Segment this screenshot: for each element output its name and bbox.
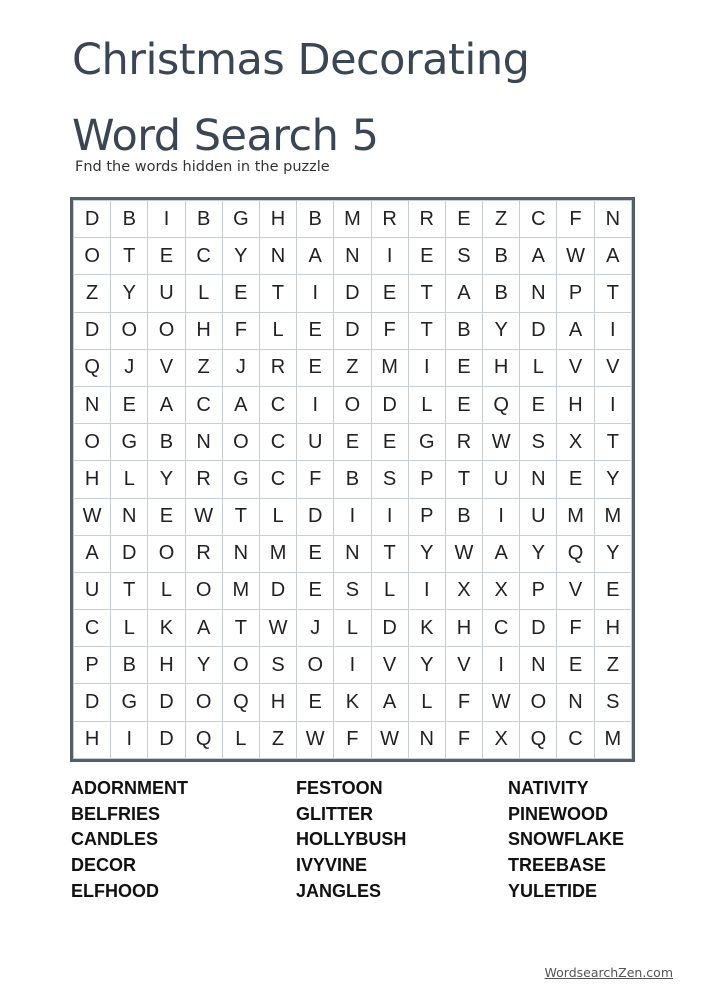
grid-cell: Z xyxy=(74,275,111,312)
grid-cell: E xyxy=(222,275,259,312)
grid-cell: E xyxy=(557,461,594,498)
grid-cell: E xyxy=(445,386,482,423)
grid-cell: D xyxy=(74,201,111,238)
grid-cell: D xyxy=(259,572,296,609)
grid-cell: L xyxy=(222,721,259,758)
grid-cell: T xyxy=(111,238,148,275)
grid-cell: V xyxy=(371,647,408,684)
grid-cell: J xyxy=(111,349,148,386)
grid-cell: O xyxy=(520,684,557,721)
grid-cell: L xyxy=(371,572,408,609)
grid-row xyxy=(74,647,632,684)
grid-cell: C xyxy=(259,424,296,461)
word-item: SNOWFLAKE xyxy=(508,829,624,850)
grid-cell: P xyxy=(520,572,557,609)
grid-cell: B xyxy=(111,647,148,684)
grid-cell: Z xyxy=(334,349,371,386)
subtitle: Fnd the words hidden in the puzzle xyxy=(75,159,330,175)
grid-cell: L xyxy=(408,684,445,721)
grid-cell: Q xyxy=(222,684,259,721)
grid-cell: I xyxy=(334,498,371,535)
grid-cell: A xyxy=(557,312,594,349)
grid-cell: D xyxy=(334,275,371,312)
grid-cell: O xyxy=(74,238,111,275)
word-item: GLITTER xyxy=(296,803,373,824)
grid-cell: Q xyxy=(74,349,111,386)
grid-cell: Q xyxy=(185,721,222,758)
grid-cell: M xyxy=(557,498,594,535)
grid-cell: A xyxy=(222,386,259,423)
grid-cell: X xyxy=(483,572,520,609)
grid-cell: G xyxy=(222,201,259,238)
grid-cell: K xyxy=(334,684,371,721)
grid-row xyxy=(74,424,632,461)
puzzle-grid xyxy=(70,197,635,762)
grid-cell: Y xyxy=(520,535,557,572)
grid-cell: C xyxy=(185,386,222,423)
grid-cell: U xyxy=(74,572,111,609)
grid-row xyxy=(74,572,632,609)
grid-cell: M xyxy=(594,721,631,758)
grid-cell: H xyxy=(74,461,111,498)
grid-cell: E xyxy=(111,386,148,423)
word-column-3 xyxy=(508,776,624,905)
grid-cell: S xyxy=(334,572,371,609)
grid-cell: H xyxy=(74,721,111,758)
grid-cell: E xyxy=(334,424,371,461)
grid-cell: L xyxy=(259,312,296,349)
grid-cell: F xyxy=(557,201,594,238)
grid-cell: O xyxy=(111,312,148,349)
grid-cell: P xyxy=(408,461,445,498)
grid-cell: N xyxy=(557,684,594,721)
grid-cell: C xyxy=(557,721,594,758)
grid-cell: R xyxy=(445,424,482,461)
grid-row xyxy=(74,721,632,758)
grid-cell: E xyxy=(520,386,557,423)
title-line-1: Christmas Decorating xyxy=(72,35,530,85)
grid-cell: A xyxy=(185,610,222,647)
grid-cell: R xyxy=(371,201,408,238)
grid-cell: N xyxy=(111,498,148,535)
grid-cell: R xyxy=(185,535,222,572)
grid-cell: G xyxy=(111,424,148,461)
title-line-2: Word Search 5 xyxy=(72,111,379,161)
grid-cell: N xyxy=(222,535,259,572)
grid-cell: H xyxy=(259,201,296,238)
grid-cell: S xyxy=(520,424,557,461)
grid-cell: C xyxy=(259,386,296,423)
grid-cell: Z xyxy=(483,201,520,238)
grid-cell: L xyxy=(185,275,222,312)
grid-cell: C xyxy=(74,610,111,647)
grid-cell: C xyxy=(259,461,296,498)
grid-cell: Y xyxy=(222,238,259,275)
grid-cell: N xyxy=(334,238,371,275)
grid-cell: T xyxy=(594,424,631,461)
grid-cell: A xyxy=(371,684,408,721)
grid-cell: L xyxy=(408,386,445,423)
grid-row xyxy=(74,238,632,275)
grid-cell: C xyxy=(185,238,222,275)
grid-cell: B xyxy=(445,312,482,349)
grid-cell: S xyxy=(371,461,408,498)
grid-cell: T xyxy=(408,312,445,349)
letter-grid-table xyxy=(73,200,632,759)
grid-cell: R xyxy=(259,349,296,386)
grid-cell: I xyxy=(594,386,631,423)
grid-cell: U xyxy=(148,275,185,312)
grid-cell: Q xyxy=(557,535,594,572)
grid-cell: E xyxy=(148,238,185,275)
word-item: NATIVITY xyxy=(508,778,589,798)
grid-cell: I xyxy=(594,312,631,349)
grid-cell: I xyxy=(408,349,445,386)
grid-cell: G xyxy=(111,684,148,721)
grid-cell: E xyxy=(557,647,594,684)
grid-cell: D xyxy=(334,312,371,349)
grid-cell: U xyxy=(483,461,520,498)
grid-cell: E xyxy=(297,349,334,386)
grid-cell: F xyxy=(557,610,594,647)
grid-cell: O xyxy=(222,424,259,461)
grid-cell: F xyxy=(445,721,482,758)
grid-cell: O xyxy=(297,647,334,684)
grid-cell: S xyxy=(445,238,482,275)
grid-cell: F xyxy=(371,312,408,349)
grid-cell: B xyxy=(111,201,148,238)
grid-cell: Y xyxy=(483,312,520,349)
grid-cell: R xyxy=(185,461,222,498)
word-item: CANDLES xyxy=(71,829,159,850)
grid-cell: P xyxy=(74,647,111,684)
grid-cell: B xyxy=(148,424,185,461)
grid-cell: N xyxy=(520,647,557,684)
grid-cell: Z xyxy=(594,647,631,684)
grid-cell: N xyxy=(334,535,371,572)
grid-row xyxy=(74,498,632,535)
grid-cell: E xyxy=(297,572,334,609)
grid-cell: L xyxy=(148,572,185,609)
grid-cell: N xyxy=(74,386,111,423)
grid-row xyxy=(74,201,632,238)
grid-cell: Y xyxy=(111,275,148,312)
grid-cell: E xyxy=(297,684,334,721)
grid-cell: T xyxy=(259,275,296,312)
grid-cell: S xyxy=(259,647,296,684)
grid-cell: B xyxy=(297,201,334,238)
word-item: FESTOON xyxy=(296,778,383,798)
grid-cell: A xyxy=(594,238,631,275)
grid-cell: I xyxy=(297,386,334,423)
grid-cell: V xyxy=(148,349,185,386)
grid-cell: V xyxy=(557,572,594,609)
grid-cell: L xyxy=(111,610,148,647)
grid-cell: O xyxy=(334,386,371,423)
grid-cell: I xyxy=(371,498,408,535)
grid-cell: E xyxy=(445,201,482,238)
grid-cell: N xyxy=(520,461,557,498)
grid-row xyxy=(74,275,632,312)
grid-cell: B xyxy=(445,498,482,535)
grid-cell: Q xyxy=(483,386,520,423)
grid-cell: E xyxy=(594,572,631,609)
grid-cell: Y xyxy=(185,647,222,684)
word-column-1 xyxy=(71,776,188,905)
grid-cell: T xyxy=(111,572,148,609)
word-item: HOLLYBUSH xyxy=(296,829,407,850)
grid-cell: T xyxy=(222,498,259,535)
grid-cell: U xyxy=(520,498,557,535)
grid-cell: Y xyxy=(594,535,631,572)
grid-row xyxy=(74,461,632,498)
grid-cell: F xyxy=(222,312,259,349)
grid-cell: L xyxy=(111,461,148,498)
grid-cell: X xyxy=(445,572,482,609)
grid-cell: D xyxy=(74,684,111,721)
grid-cell: A xyxy=(74,535,111,572)
grid-cell: E xyxy=(297,535,334,572)
grid-cell: E xyxy=(371,275,408,312)
grid-cell: S xyxy=(594,684,631,721)
grid-cell: B xyxy=(334,461,371,498)
grid-cell: E xyxy=(371,424,408,461)
grid-cell: V xyxy=(557,349,594,386)
grid-cell: D xyxy=(297,498,334,535)
grid-cell: F xyxy=(297,461,334,498)
grid-cell: Y xyxy=(408,647,445,684)
word-item: IVYVINE xyxy=(296,855,368,876)
grid-cell: H xyxy=(557,386,594,423)
word-item: ELFHOOD xyxy=(71,880,159,901)
grid-cell: F xyxy=(334,721,371,758)
grid-cell: K xyxy=(408,610,445,647)
grid-cell: W xyxy=(74,498,111,535)
grid-cell: H xyxy=(594,610,631,647)
word-item: PINEWOOD xyxy=(508,803,609,824)
word-item: DECOR xyxy=(71,855,137,876)
grid-cell: D xyxy=(148,684,185,721)
grid-cell: N xyxy=(185,424,222,461)
grid-cell: D xyxy=(371,610,408,647)
grid-cell: H xyxy=(259,684,296,721)
grid-cell: O xyxy=(185,572,222,609)
grid-cell: T xyxy=(371,535,408,572)
grid-cell: C xyxy=(483,610,520,647)
grid-cell: W xyxy=(185,498,222,535)
grid-cell: T xyxy=(222,610,259,647)
grid-cell: I xyxy=(483,498,520,535)
grid-cell: E xyxy=(408,238,445,275)
grid-cell: M xyxy=(594,498,631,535)
grid-cell: Y xyxy=(408,535,445,572)
grid-cell: H xyxy=(445,610,482,647)
grid-cell: A xyxy=(148,386,185,423)
grid-cell: P xyxy=(557,275,594,312)
grid-cell: M xyxy=(371,349,408,386)
grid-cell: B xyxy=(185,201,222,238)
grid-cell: K xyxy=(148,610,185,647)
grid-cell: U xyxy=(297,424,334,461)
grid-cell: M xyxy=(222,572,259,609)
grid-cell: I xyxy=(111,721,148,758)
grid-row xyxy=(74,312,632,349)
grid-cell: B xyxy=(483,275,520,312)
grid-cell: Y xyxy=(148,461,185,498)
word-item: TREEBASE xyxy=(508,855,607,876)
grid-cell: Z xyxy=(185,349,222,386)
word-item: ADORNMENT xyxy=(71,778,188,798)
grid-cell: H xyxy=(185,312,222,349)
grid-cell: N xyxy=(408,721,445,758)
grid-cell: T xyxy=(594,275,631,312)
grid-cell: Z xyxy=(259,721,296,758)
word-item: JANGLES xyxy=(296,880,382,901)
grid-cell: N xyxy=(594,201,631,238)
grid-cell: O xyxy=(74,424,111,461)
grid-row xyxy=(74,349,632,386)
grid-row xyxy=(74,684,632,721)
grid-cell: E xyxy=(148,498,185,535)
grid-cell: Y xyxy=(594,461,631,498)
grid-cell: O xyxy=(148,312,185,349)
grid-cell: N xyxy=(259,238,296,275)
grid-row xyxy=(74,386,632,423)
grid-cell: A xyxy=(445,275,482,312)
grid-cell: F xyxy=(445,684,482,721)
grid-cell: D xyxy=(111,535,148,572)
grid-cell: D xyxy=(148,721,185,758)
grid-cell: L xyxy=(259,498,296,535)
grid-cell: R xyxy=(408,201,445,238)
grid-cell: L xyxy=(520,349,557,386)
grid-cell: W xyxy=(297,721,334,758)
grid-cell: I xyxy=(483,647,520,684)
grid-cell: V xyxy=(594,349,631,386)
grid-cell: T xyxy=(445,461,482,498)
grid-cell: W xyxy=(445,535,482,572)
grid-cell: J xyxy=(222,349,259,386)
grid-cell: I xyxy=(297,275,334,312)
grid-cell: V xyxy=(445,647,482,684)
word-item: YULETIDE xyxy=(508,880,598,901)
grid-cell: X xyxy=(557,424,594,461)
grid-cell: A xyxy=(297,238,334,275)
grid-cell: B xyxy=(483,238,520,275)
grid-cell: C xyxy=(520,201,557,238)
page-title xyxy=(72,22,672,174)
grid-cell: G xyxy=(408,424,445,461)
word-item: BELFRIES xyxy=(71,803,161,824)
grid-cell: Q xyxy=(520,721,557,758)
grid-cell: G xyxy=(222,461,259,498)
site-link[interactable]: WordsearchZen.com xyxy=(544,965,673,980)
grid-cell: O xyxy=(185,684,222,721)
grid-cell: E xyxy=(445,349,482,386)
grid-row xyxy=(74,535,632,572)
word-column-2 xyxy=(296,776,406,905)
grid-cell: M xyxy=(334,201,371,238)
grid-cell: X xyxy=(483,721,520,758)
grid-cell: N xyxy=(520,275,557,312)
grid-cell: E xyxy=(297,312,334,349)
grid-cell: W xyxy=(371,721,408,758)
grid-cell: A xyxy=(520,238,557,275)
grid-cell: L xyxy=(334,610,371,647)
grid-cell: I xyxy=(148,201,185,238)
grid-cell: P xyxy=(408,498,445,535)
grid-cell: H xyxy=(483,349,520,386)
grid-cell: I xyxy=(371,238,408,275)
grid-cell: D xyxy=(520,610,557,647)
grid-row xyxy=(74,610,632,647)
grid-cell: I xyxy=(408,572,445,609)
grid-cell: O xyxy=(148,535,185,572)
grid-cell: O xyxy=(222,647,259,684)
grid-cell: W xyxy=(259,610,296,647)
grid-cell: D xyxy=(74,312,111,349)
grid-cell: D xyxy=(520,312,557,349)
grid-cell: J xyxy=(297,610,334,647)
grid-cell: M xyxy=(259,535,296,572)
grid-cell: A xyxy=(483,535,520,572)
grid-cell: W xyxy=(483,424,520,461)
grid-cell: W xyxy=(557,238,594,275)
grid-cell: D xyxy=(371,386,408,423)
grid-cell: T xyxy=(408,275,445,312)
grid-cell: W xyxy=(483,684,520,721)
word-list xyxy=(0,776,707,906)
grid-cell: I xyxy=(334,647,371,684)
grid-cell: H xyxy=(148,647,185,684)
